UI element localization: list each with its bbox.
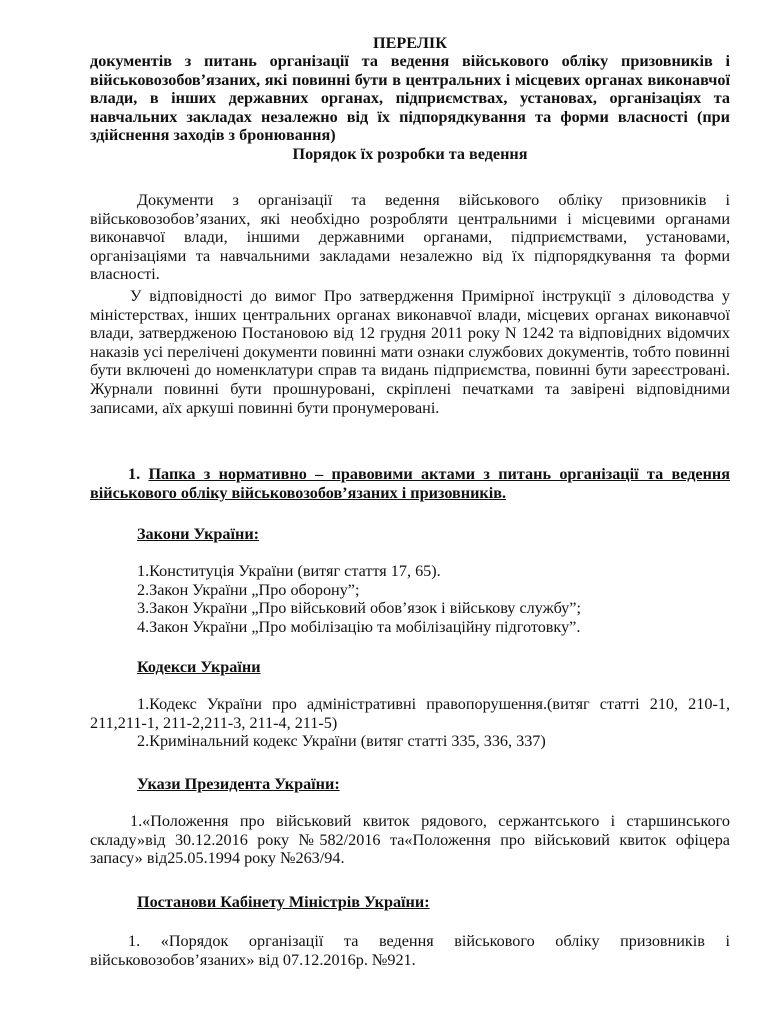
document-subtitle: документів з питань організації та ведення військового обліку призовників і військовозобов’язаних, які повинні бути в центральних і місцевих органах виконавчої влади, в інших державних органах, підприємствах, установах, організаціях та навчальних закладах незалежно від їх підпорядкування та форми власності (при здійснення заходів з бронювання) bbox=[90, 52, 730, 145]
list-item: 3.Закон України „Про військовий обов’язок і військову службу”; bbox=[137, 599, 581, 618]
document-title: ПЕРЕЛІК bbox=[373, 34, 447, 52]
laws-heading: Закони України: bbox=[137, 525, 260, 543]
list-item: 1. «Порядок організації та ведення військового обліку призовників і військовозобов’язаних» від 07.12.2016р. №921. bbox=[90, 932, 730, 969]
laws-list bbox=[137, 562, 737, 636]
list-item: 4.Закон України „Про мобілізацію та мобілізаційну підготовку”. bbox=[137, 617, 581, 636]
list-item: 1.«Положення про військовий квиток рядового, сержантського і старшинського складу»від 30.12.2016 року №582/2016 та«Положення про військовий квиток офіцера запасу» від25.05.1994 року №263/94. bbox=[90, 812, 730, 868]
order-heading: Порядок їх розробки та ведення bbox=[292, 145, 528, 163]
section-1-title: Папка з нормативно – правовими актами з питань організації та ведення військового обліку військовозобов’язаних і призовників. bbox=[90, 465, 730, 502]
list-item: 1.Конституція України (витяг стаття 17, 65). bbox=[137, 562, 441, 580]
list-item: 2.Закон України „Про оборону”; bbox=[137, 580, 360, 599]
decrees-list bbox=[90, 812, 730, 868]
paragraph-intro: Документи з організації та ведення військового обліку призовників і військовозобов’язаних, які необхідно розробляти центральними і місцевими органами виконавчої влади, іншими державними органами, підприємствами, установами, організаціями та навчальними закладами незалежно від їх підпорядкування та форми власності. bbox=[90, 191, 730, 284]
decrees-heading: Укази Президента України: bbox=[137, 775, 340, 793]
section-1-heading bbox=[90, 465, 730, 502]
paragraph-requirements: У відповідності до вимог Про затвердження Примірної інструкції з діловодства у міністерствах, інших центральних органах виконавчої влади, місцевих органах виконавчої влади, затвердженою Постановою від 12 грудня 2011 року N 1242 та відповідних відомчих наказів усі перелічені документи повинні мати ознаки службових документів, тобто повинні бути включені до номенклатури справ та видань підприємства, повинні бути зареєстровані. Журнали повинні бути прошнуровані, скріплені печатками та завірені відповідними записами, аїх аркуші повинні бути пронумеровані. bbox=[90, 287, 730, 417]
cabinet-heading: Постанови Кабінету Міністрів України: bbox=[137, 893, 430, 911]
section-1-number: 1. bbox=[128, 465, 149, 483]
codes-heading: Кодекси України bbox=[137, 658, 261, 676]
list-item: 2.Кримінальний кодекс України (витяг статті 335, 336, 337) bbox=[137, 732, 546, 751]
codes-list bbox=[90, 695, 730, 751]
cabinet-list bbox=[90, 932, 730, 969]
list-item: 1.Кодекс України про адміністративні правопорушення.(витяг статті 210, 210-1, 211,211-1, 211-2,211-3, 211-4, 211-5) bbox=[90, 695, 730, 732]
